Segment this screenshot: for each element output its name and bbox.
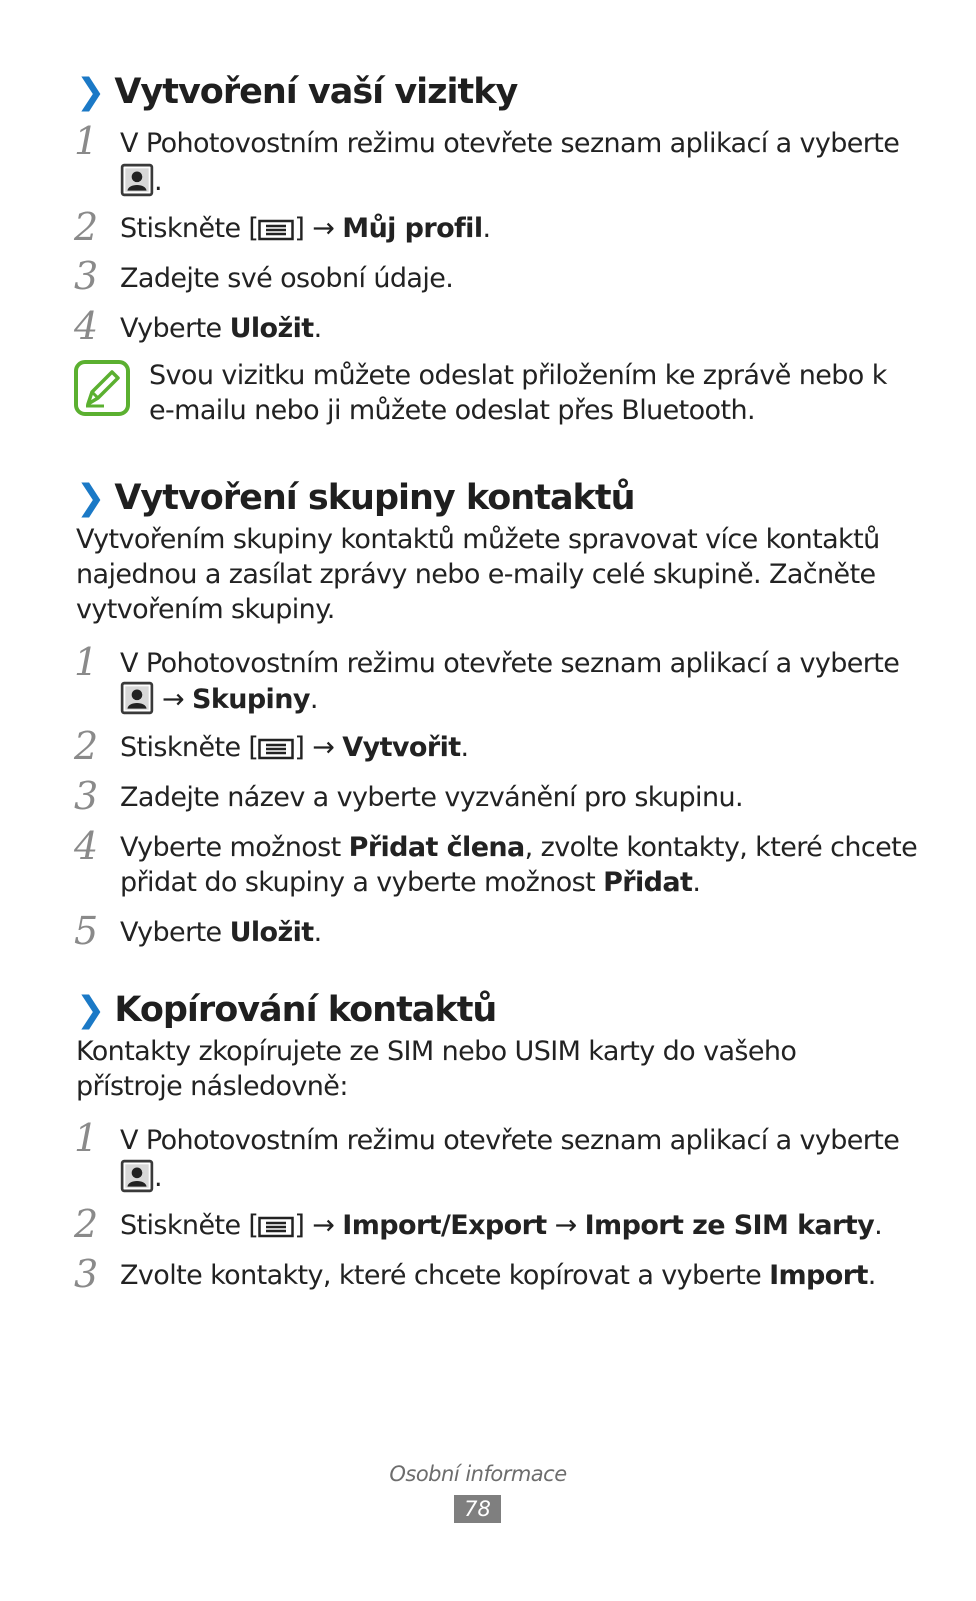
step-number: 3 [74,254,99,298]
chevron-right-icon: ❯ [76,478,105,518]
step-text: Stiskněte [ ] → Můj profil. [120,213,491,244]
intro-paragraph: vytvořením skupiny. [76,594,335,625]
step-text: Zadejte název a vyberte vyzvánění pro skupinu. [120,782,743,813]
step-number: 3 [74,1252,99,1296]
footer-chapter-label: Osobní informace [389,1462,567,1486]
menu-key-icon [258,219,294,241]
step-number: 1 [74,1116,99,1160]
step-text-continued: → Skupiny. [120,681,318,718]
step-text: Stiskněte [ ] → Import/Export → Import ze SIM karty. [120,1210,883,1241]
step-text: Vyberte možnost Přidat člena, zvolte kontakty, které chcete [120,832,918,863]
intro-paragraph: najednou a zasílat zprávy nebo e-maily celé skupině. Začněte [76,559,876,590]
chevron-right-icon: ❯ [76,990,105,1030]
intro-paragraph: přístroje následovně: [76,1071,348,1102]
contacts-icon [120,163,154,197]
step-number: 1 [74,640,99,684]
chevron-right-icon: ❯ [76,72,105,112]
step-text-continued: přidat do skupiny a vyberte možnost Přidat. [120,867,701,898]
step-text: Zadejte své osobní údaje. [120,263,454,294]
step-number: 4 [74,304,99,348]
menu-key-icon [258,738,294,760]
section-title-copy-contacts: ❯ Kopírování kontaktů [76,990,497,1030]
step-number: 3 [74,774,99,818]
intro-paragraph: Kontakty zkopírujete ze SIM nebo USIM karty do vašeho [76,1036,797,1067]
step-text-continued: . [120,1159,162,1196]
step-number: 4 [74,824,99,868]
note-text: Svou vizitku můžete odeslat přiložením ke zprávě nebo k [149,360,887,391]
step-text: V Pohotovostním režimu otevřete seznam aplikací a vyberte [120,1125,900,1156]
note-icon [74,360,130,416]
step-text: Vyberte Uložit. [120,917,322,948]
step-text: Zvolte kontakty, které chcete kopírovat a vyberte Import. [120,1260,876,1291]
note-text: e-mailu nebo ji můžete odeslat přes Bluetooth. [149,395,755,426]
step-text: V Pohotovostním režimu otevřete seznam aplikací a vyberte [120,128,900,159]
step-text: Vyberte Uložit. [120,313,322,344]
contacts-icon [120,681,154,715]
step-number: 1 [74,119,99,163]
step-number: 5 [74,909,99,953]
page-number: 78 [454,1495,501,1523]
contacts-icon [120,1159,154,1193]
step-text-continued: . [120,163,162,200]
menu-key-icon [258,1216,294,1238]
step-text: V Pohotovostním režimu otevřete seznam aplikací a vyberte [120,648,900,679]
step-text: Stiskněte [ ] → Vytvořit. [120,732,469,763]
step-number: 2 [74,205,99,249]
section-title-contact-group: ❯ Vytvoření skupiny kontaktů [76,478,635,518]
step-number: 2 [74,724,99,768]
section-title-business-card: ❯ Vytvoření vaší vizitky [76,72,518,112]
intro-paragraph: Vytvořením skupiny kontaktů můžete spravovat více kontaktů [76,524,880,555]
step-number: 2 [74,1202,99,1246]
